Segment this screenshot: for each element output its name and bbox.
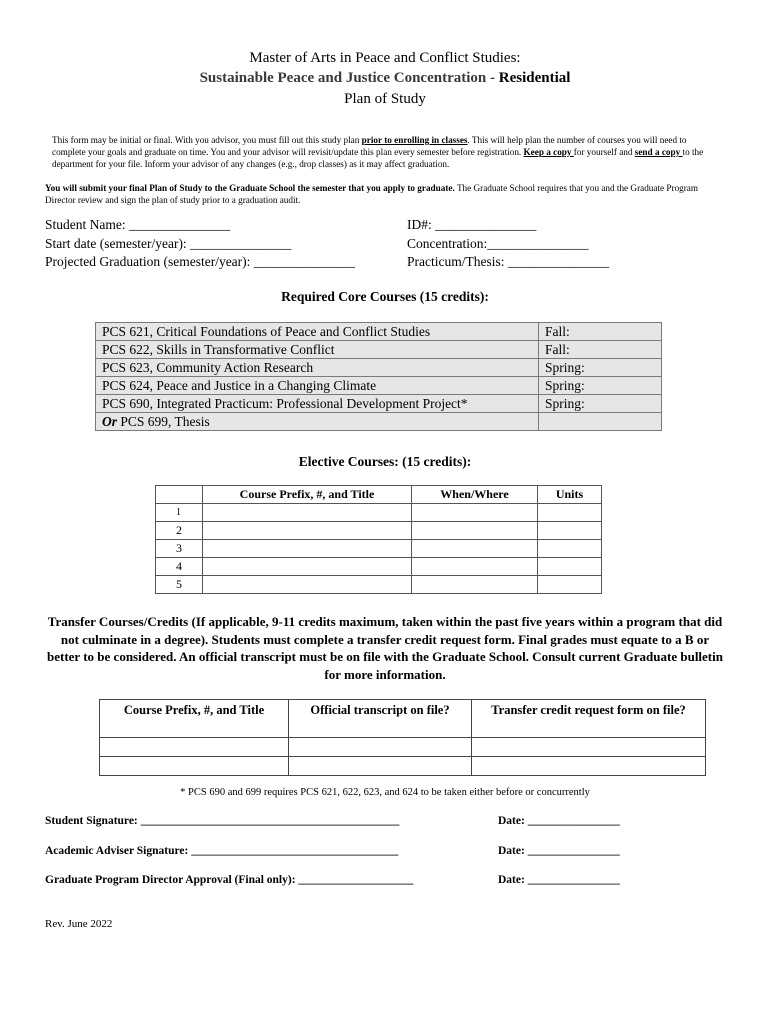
elective-when-cell[interactable] xyxy=(412,558,538,576)
transfer-transcript-header: Official transcript on file? xyxy=(289,700,472,738)
table-row xyxy=(96,359,662,377)
table-row xyxy=(156,576,602,594)
core-courses-heading: Required Core Courses (15 credits): xyxy=(281,289,489,304)
concentration-field[interactable]: Concentration:_______________ xyxy=(407,235,589,251)
submission-note-bold: You will submit your final Plan of Study to the Graduate School the semester that you apply to graduate. xyxy=(45,183,455,193)
or-label: Or xyxy=(102,413,118,429)
intro-emphasis-keep-copy: Keep a copy xyxy=(523,147,574,157)
table-row xyxy=(156,504,602,522)
elective-row-number: 2 xyxy=(156,522,203,540)
student-info-right xyxy=(407,216,609,272)
elective-when-cell[interactable] xyxy=(412,504,538,522)
elective-units-header: Units xyxy=(538,486,602,504)
table-header-row xyxy=(156,486,602,504)
director-approval-line[interactable]: Graduate Program Director Approval (Final only): ____________________ xyxy=(45,874,414,886)
prerequisite-footnote: * PCS 690 and 699 requires PCS 621, 622, 623, and 624 to be taken either before or concurrently xyxy=(180,787,590,798)
elective-units-cell[interactable] xyxy=(538,522,602,540)
core-term-cell[interactable]: Spring: xyxy=(539,377,662,395)
table-row xyxy=(100,738,706,757)
core-courses-table xyxy=(95,322,662,431)
elective-course-header: Course Prefix, #, and Title xyxy=(203,486,412,504)
transfer-form-cell[interactable] xyxy=(472,738,706,757)
doc-title-line1: Master of Arts in Peace and Conflict Studies: xyxy=(249,50,521,66)
intro-text: for yourself and xyxy=(573,147,635,157)
intro-emphasis-enrolling: prior to enrolling in classes xyxy=(361,135,468,145)
elective-course-cell[interactable] xyxy=(203,558,412,576)
doc-title-line3: Plan of Study xyxy=(344,91,426,107)
adviser-signature-date[interactable]: Date: ________________ xyxy=(498,845,620,857)
transfer-form-cell[interactable] xyxy=(472,757,706,776)
core-course-cell: PCS 690, Integrated Practicum: Professional Development Project* xyxy=(96,395,539,413)
elective-units-cell[interactable] xyxy=(538,504,602,522)
director-approval-date[interactable]: Date: ________________ xyxy=(498,874,620,886)
table-row xyxy=(156,522,602,540)
elective-when-header: When/Where xyxy=(412,486,538,504)
core-term-cell[interactable]: Spring: xyxy=(539,395,662,413)
intro-paragraph xyxy=(52,134,712,170)
elective-when-cell[interactable] xyxy=(412,576,538,594)
submission-note-text: The Graduate School requires that you and the Graduate Program Director review and sign the plan of study prior to a graduation audit. xyxy=(45,183,699,205)
transfer-course-cell[interactable] xyxy=(100,738,289,757)
core-course-cell xyxy=(96,413,539,431)
residential-label: Residential xyxy=(498,70,571,86)
adviser-signature-line[interactable]: Academic Adviser Signature: ____________________________________ xyxy=(45,845,399,857)
intro-text: to the department for your file. Inform your advisor of any changes (e.g., drop classes) as it may affect graduation. xyxy=(52,147,704,169)
table-header-row xyxy=(100,700,706,738)
practicum-thesis-field[interactable]: Practicum/Thesis: _______________ xyxy=(407,254,610,269)
transfer-transcript-cell[interactable] xyxy=(289,757,472,776)
elective-row-number: 1 xyxy=(156,504,203,522)
student-signature-date[interactable]: Date: ________________ xyxy=(498,815,620,827)
intro-emphasis-send-copy: send a copy xyxy=(634,147,683,157)
elective-course-cell[interactable] xyxy=(203,540,412,558)
core-term-cell[interactable] xyxy=(539,413,662,431)
revision-note: Rev. June 2022 xyxy=(45,918,113,930)
elective-course-cell[interactable] xyxy=(203,504,412,522)
intro-text: . This will help plan the number of courses you will need to complete your goals and graduate on time. You and your advisor will revisit/update this plan every semester before registration. xyxy=(52,135,687,157)
doc-title-line2 xyxy=(0,70,770,87)
elective-courses-heading: Elective Courses: (15 credits): xyxy=(298,454,472,469)
transfer-course-header: Course Prefix, #, and Title xyxy=(100,700,289,738)
table-row xyxy=(96,377,662,395)
transfer-course-cell[interactable] xyxy=(100,757,289,776)
table-row xyxy=(96,413,662,431)
student-name-field[interactable]: Student Name: _______________ xyxy=(45,217,231,232)
core-course-cell: PCS 623, Community Action Research xyxy=(96,359,539,377)
elective-when-cell[interactable] xyxy=(412,522,538,540)
core-course-cell: PCS 622, Skills in Transformative Conflict xyxy=(96,341,539,359)
elective-row-number: 3 xyxy=(156,540,203,558)
concentration-title: Sustainable Peace and Justice Concentration - xyxy=(199,70,499,86)
table-row xyxy=(100,757,706,776)
transfer-credits-notice: Transfer Courses/Credits (If applicable, 9-11 credits maximum, taken within the past five years within a program that did not culminate in a degree). Students must complete a transfer credit request form. Final grades must equate to a B or better to be considered. An official transcript must be on file with the Graduate School. Consult current Graduate bulletin for more information. xyxy=(47,614,723,682)
thesis-course-label: PCS 699, Thesis xyxy=(117,413,210,429)
elective-when-cell[interactable] xyxy=(412,540,538,558)
table-row xyxy=(156,540,602,558)
intro-text: This form may be initial or final. With you advisor, you must fill out this study plan xyxy=(52,135,362,145)
table-row xyxy=(96,323,662,341)
elective-units-cell[interactable] xyxy=(538,540,602,558)
student-signature-line[interactable]: Student Signature: _____________________________________________ xyxy=(45,815,400,827)
student-info-left xyxy=(45,216,355,272)
elective-row-number: 5 xyxy=(156,576,203,594)
table-row xyxy=(96,341,662,359)
elective-courses-table xyxy=(155,485,602,594)
id-field[interactable]: ID#: _______________ xyxy=(407,217,537,232)
elective-units-cell[interactable] xyxy=(538,558,602,576)
projected-graduation-field[interactable]: Projected Graduation (semester/year): _______________ xyxy=(45,254,356,269)
core-term-cell[interactable]: Fall: xyxy=(539,341,662,359)
transfer-form-header: Transfer credit request form on file? xyxy=(472,700,706,738)
submission-note xyxy=(45,182,715,206)
start-date-field[interactable]: Start date (semester/year): _______________ xyxy=(45,235,292,251)
core-course-cell: PCS 621, Critical Foundations of Peace and Conflict Studies xyxy=(96,323,539,341)
elective-number-header xyxy=(156,486,203,504)
core-term-cell[interactable]: Fall: xyxy=(539,323,662,341)
transfer-courses-table xyxy=(99,699,706,776)
elective-units-cell[interactable] xyxy=(538,576,602,594)
transfer-transcript-cell[interactable] xyxy=(289,738,472,757)
table-row xyxy=(96,395,662,413)
table-row xyxy=(156,558,602,576)
core-term-cell[interactable]: Spring: xyxy=(539,359,662,377)
elective-row-number: 4 xyxy=(156,558,203,576)
elective-course-cell[interactable] xyxy=(203,522,412,540)
core-course-cell: PCS 624, Peace and Justice in a Changing Climate xyxy=(96,377,539,395)
elective-course-cell[interactable] xyxy=(203,576,412,594)
